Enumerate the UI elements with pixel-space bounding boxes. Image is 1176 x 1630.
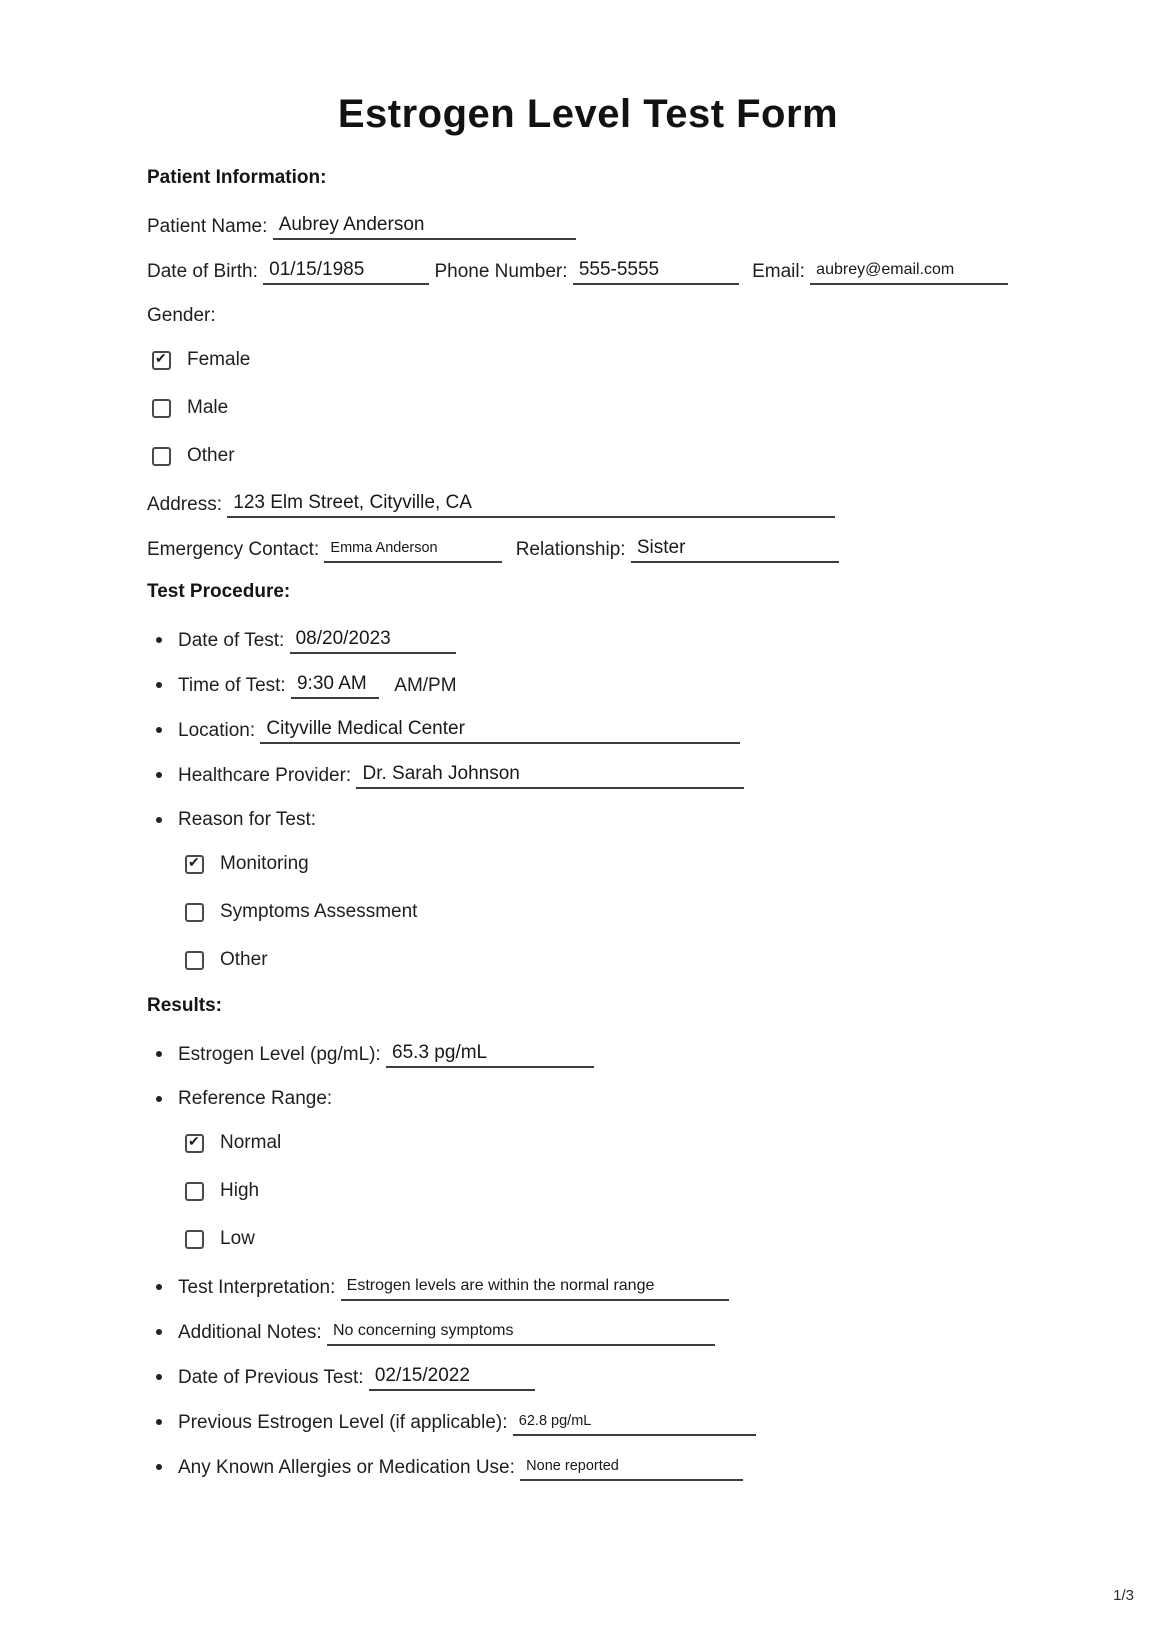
time-of-test-row [147,672,1116,699]
phone-number-label: Phone Number: [434,261,568,282]
patient-name-field[interactable]: Aubrey Anderson [273,213,576,240]
emergency-contact-field[interactable]: Emma Anderson [324,536,502,563]
healthcare-provider-field[interactable]: Dr. Sarah Johnson [356,762,744,789]
date-of-test-row [147,627,1116,654]
reason-other-checkbox-label: Other [220,949,268,970]
male-checkbox-label: Male [187,397,229,418]
additional-notes-field[interactable]: No concerning symptoms [327,1319,715,1346]
date-of-test-field[interactable]: 08/20/2023 [290,627,456,654]
previous-estrogen-level-label: Previous Estrogen Level (if applicable): [178,1412,508,1433]
address-label: Address: [147,494,222,515]
am-pm-suffix: AM/PM [394,675,457,696]
gender-label: Gender: [147,305,216,326]
test-interpretation-label: Test Interpretation: [178,1277,336,1298]
relationship-field[interactable]: Sister [631,536,839,563]
section-heading-patient-information: Patient Information: [147,167,327,188]
reference-option-low[interactable] [147,1226,1116,1252]
healthcare-provider-row [147,762,1116,789]
monitoring-checkbox-icon[interactable] [185,855,204,874]
estrogen-level-row [147,1041,1116,1068]
location-row [147,717,1116,744]
additional-notes-row [147,1319,1116,1346]
symptoms-assessment-checkbox-label: Symptoms Assessment [220,901,418,922]
gender-option-female[interactable] [147,347,1116,373]
normal-checkbox-icon[interactable] [185,1134,204,1153]
address-field[interactable]: 123 Elm Street, Cityville, CA [227,491,835,518]
reason-for-test-row [147,807,1116,833]
page-number: 1/3 [1113,1587,1134,1604]
section-heading-results: Results: [147,995,222,1016]
low-checkbox-label: Low [220,1228,255,1249]
normal-checkbox-label: Normal [220,1132,282,1153]
patient-name-label: Patient Name: [147,216,268,237]
date-of-birth-label: Date of Birth: [147,261,258,282]
reason-option-other[interactable] [147,947,1116,973]
female-checkbox-label: Female [187,349,251,370]
date-of-previous-test-row [147,1364,1116,1391]
gender-label-row [147,303,1116,329]
gender-other-checkbox-icon[interactable] [152,447,171,466]
reason-for-test-label: Reason for Test: [178,809,317,830]
high-checkbox-icon[interactable] [185,1182,204,1201]
reference-option-normal[interactable] [147,1130,1116,1156]
form-content [147,167,1116,1481]
male-checkbox-icon[interactable] [152,399,171,418]
section-heading-test-procedure: Test Procedure: [147,581,291,602]
estrogen-level-field[interactable]: 65.3 pg/mL [386,1041,594,1068]
allergies-medication-label: Any Known Allergies or Medication Use: [178,1457,515,1478]
test-interpretation-row [147,1274,1116,1301]
phone-number-field[interactable]: 555-5555 [573,258,739,285]
gender-option-male[interactable] [147,395,1116,421]
gender-option-other[interactable] [147,443,1116,469]
relationship-label: Relationship: [515,539,626,560]
allergies-medication-field[interactable]: None reported [520,1454,743,1481]
time-of-test-label: Time of Test: [178,675,286,696]
symptoms-assessment-checkbox-icon[interactable] [185,903,204,922]
reason-option-symptoms-assessment[interactable] [147,899,1116,925]
reference-range-row [147,1086,1116,1112]
previous-estrogen-level-row [147,1409,1116,1436]
reference-option-high[interactable] [147,1178,1116,1204]
monitoring-checkbox-label: Monitoring [220,853,309,874]
healthcare-provider-label: Healthcare Provider: [178,765,352,786]
additional-notes-label: Additional Notes: [178,1322,322,1343]
reason-other-checkbox-icon[interactable] [185,951,204,970]
date-of-birth-field[interactable]: 01/15/1985 [263,258,429,285]
date-of-previous-test-field[interactable]: 02/15/2022 [369,1364,535,1391]
female-checkbox-icon[interactable] [152,351,171,370]
email-field[interactable]: aubrey@email.com [810,258,1008,285]
page-title: Estrogen Level Test Form [337,92,839,136]
gender-other-checkbox-label: Other [187,445,235,466]
time-of-test-field[interactable]: 9:30 AM [291,672,379,699]
reference-range-label: Reference Range: [178,1088,333,1109]
date-of-test-label: Date of Test: [178,630,285,651]
reason-option-monitoring[interactable] [147,851,1116,877]
address-row [147,491,1116,518]
previous-estrogen-level-field[interactable]: 62.8 pg/mL [513,1409,756,1436]
test-interpretation-field[interactable]: Estrogen levels are within the normal range [341,1274,729,1301]
date-of-previous-test-label: Date of Previous Test: [178,1367,364,1388]
emergency-contact-row [147,536,1116,563]
location-field[interactable]: Cityville Medical Center [260,717,740,744]
low-checkbox-icon[interactable] [185,1230,204,1249]
allergies-medication-row [147,1454,1116,1481]
dob-phone-email-row [147,258,1116,285]
location-label: Location: [178,720,256,741]
patient-name-row [147,213,1116,240]
emergency-contact-label: Emergency Contact: [147,539,320,560]
high-checkbox-label: High [220,1180,260,1201]
estrogen-level-label: Estrogen Level (pg/mL): [178,1044,381,1065]
email-label: Email: [752,261,805,282]
